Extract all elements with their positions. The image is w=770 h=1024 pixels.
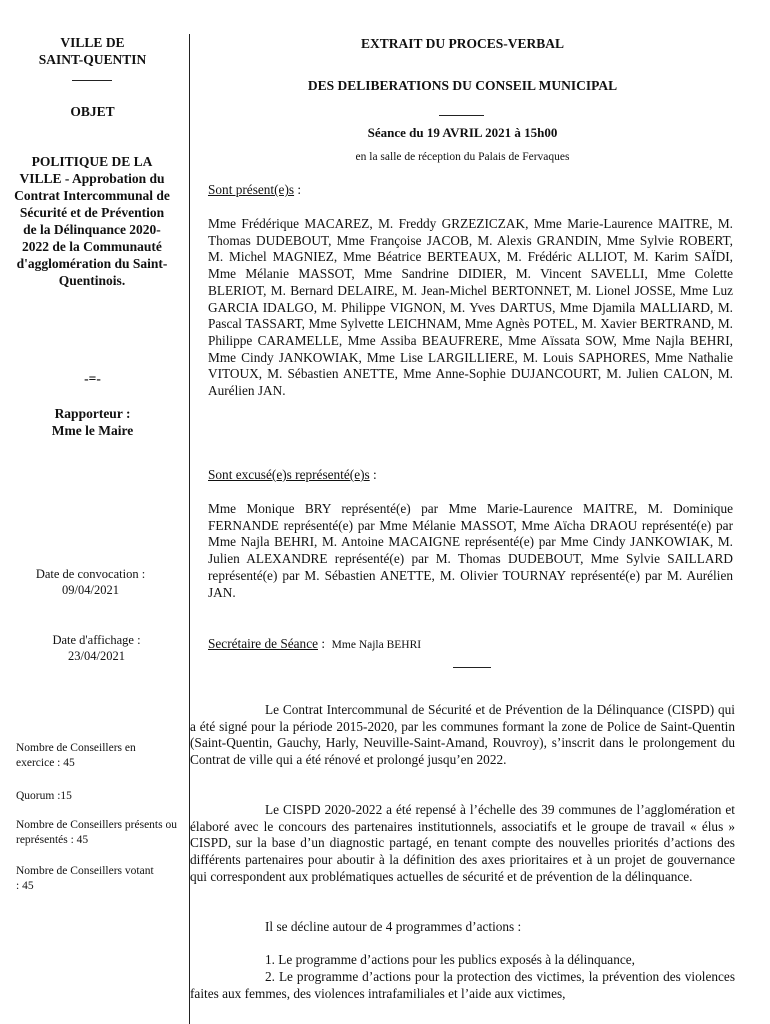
excuses-label: Sont excusé(e)s représenté(e)s [208, 467, 370, 482]
rapporteur-name: Mme le Maire [51, 423, 134, 438]
program-item-1: 1. Le programme d’actions pour les publics exposés à la délinquance, [265, 952, 635, 967]
divider [439, 115, 484, 116]
secretaire-suffix: : [318, 636, 332, 651]
paragraph-3: Il se décline autour de 4 programmes d’actions : [265, 919, 522, 934]
affichage-label: Date d'affichage : [52, 633, 141, 647]
separator: -=- [84, 371, 101, 386]
present-heading [208, 182, 301, 198]
seance-date: Séance du 19 AVRIL 2021 à 15h00 [367, 125, 558, 140]
stat-quorum: Quorum :15 [16, 790, 72, 802]
rapporteur [10, 405, 175, 439]
present-list: Mme Frédérique MACAREZ, M. Freddy GRZEZICZAK, Mme Marie-Laurence MAITRE, M. Thomas DUDEBOUT, Mme Françoise JACOB, M. Alexis GRANDIN, Mme Sylvie ROBERT, M. Michel MAGNIEZ, Mme Béatrice BERTEAUX, M. Frédéric ALLIOT, M. Karim SAÏDI, Mme Mélanie MASSOT, Mme Sandrine DIDIER, M. Vincent SAVELLI, Mme Colette BLERIOT, M. Bernard DELAIRE, M. Jean-Michel BERTONNET, M. Lionel JOSSE, Mme Luz GARCIA IDALGO, M. Philippe VIGNON, M. Yves DARTUS, Mme Djamila MALLIARD, M. Pascal TASSART, Mme Sylvette LEICHNAM, Mme Agnès POTEL, M. Xavier BERTRAND, M. Philippe CARAMELLE, Mme Assiba BEAUFRERE, Mme Aïssata SOW, Mme Najla BEHRI, Mme Cindy JANKOWIAK, Mme Lise LARGILLIERE, M. Louis SAPHORES, Mme Nathalie VITOUX, M. Sébastien ANETTE, Mme Anne-Sophie DUJANCOURT, M. Julien CALON, M. Aurélien JAN. [208, 216, 733, 399]
secretaire-label: Secrétaire de Séance [208, 636, 318, 651]
objet-text: POLITIQUE DE LA VILLE - Approbation du Contrat Intercommunal de Sécurité et de Prévention de la Délinquance 2020-2022 de la Communauté d'agglomération du Saint-Quentinois. [14, 154, 170, 288]
affichage-date: 23/04/2021 [68, 649, 125, 663]
city-line-1: VILLE DE [60, 35, 125, 50]
rapporteur-label: Rapporteur : [54, 406, 131, 421]
program-item-2: 2. Le programme d’actions pour la protection des victimes, la prévention des violences faites aux femmes, des violences intrafamiliales et l’aide aux victimes, [190, 969, 735, 1001]
divider [453, 667, 491, 668]
convocation-date: 09/04/2021 [62, 583, 119, 597]
secretaire-name: Mme Najla BEHRI [331, 639, 422, 651]
stat-en-exercice: Nombre de Conseillers en exercice : 45 [16, 742, 136, 769]
present-suffix: : [294, 182, 302, 197]
convocation [8, 566, 173, 598]
divider [72, 80, 112, 81]
title-deliberations: DES DELIBERATIONS DU CONSEIL MUNICIPAL [307, 78, 618, 93]
paragraph-2: Le CISPD 2020-2022 a été repensé à l’échelle des 39 communes de l’agglomération et élaboré avec le concours des partenaires institutionnels, associatifs et le groupe de travail « élus » CISPD, sur la base d’un diagnostic partagé, en tenant compte des nouvelles priorités d’actions des différents partenaires pour aboutir à la définition des axes prioritaires et à un projet de gouvernance qui correspondent aux problématiques actuelles de sécurité et de prévention de la délinquance. [190, 802, 735, 884]
objet-label: OBJET [70, 104, 115, 119]
left-margin-column [0, 0, 190, 1024]
convocation-label: Date de convocation : [35, 567, 146, 581]
title-proces-verbal: EXTRAIT DU PROCES-VERBAL [360, 36, 565, 51]
excuses-heading [208, 467, 377, 483]
city-header [10, 34, 175, 68]
city-line-2: SAINT-QUENTIN [38, 52, 147, 67]
stat-votant: Nombre de Conseillers votant : 45 [16, 865, 154, 892]
secretaire-line [208, 636, 421, 652]
affichage [14, 632, 179, 664]
main-content [190, 0, 735, 1024]
paragraph-1: Le Contrat Intercommunal de Sécurité et de Prévention de la Délinquance (CISPD) qui a été signé pour la période 2015-2020, par les communes formant la zone de Police de Saint-Quentin (Saint-Quentin, Gauchy, Harly, Neuville-Saint-Amand, Rouvroy), s’inscrit dans le prolongement du Contrat de ville qui a été rénové et prolongé jusqu’en 2022. [190, 702, 735, 768]
seance-location: en la salle de réception du Palais de Fervaques [355, 151, 570, 163]
stat-presents: Nombre de Conseillers présents ou représentés : 45 [16, 819, 177, 846]
excuses-list: Mme Monique BRY représenté(e) par Mme Marie-Laurence MAITRE, M. Dominique FERNANDE représenté(e) par Mme Mélanie MASSOT, Mme Aïcha DRAOU représenté(e) par Mme Najla BEHRI, M. Antoine MACAIGNE représenté(e) par Mme Cindy JANKOWIAK, M. Julien ALEXANDRE représenté(e) par M. Thomas DUDEBOUT, Mme Sylvie SAILLARD représenté(e) par M. Sébastien ANETTE, M. Olivier TOURNAY représenté(e) par M. Aurélien JAN. [208, 501, 733, 600]
present-label: Sont présent(e)s [208, 182, 295, 197]
excuses-suffix: : [369, 467, 377, 482]
